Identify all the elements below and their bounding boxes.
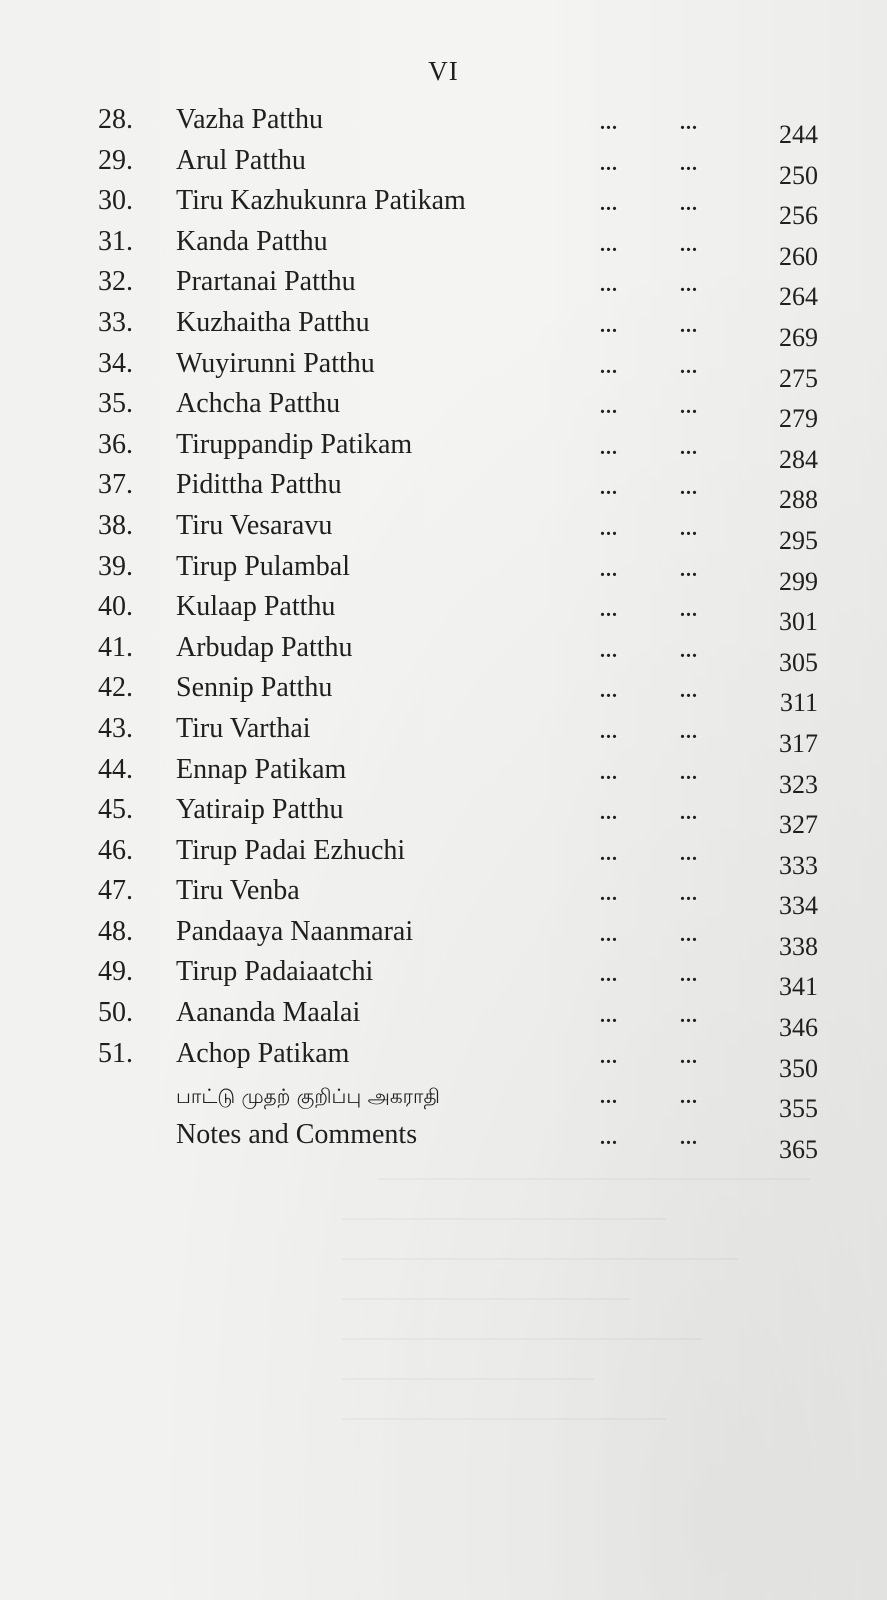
entry-page: 244 (779, 120, 818, 149)
leader-dots: ... (680, 1045, 698, 1068)
entry-number: 44. (98, 753, 133, 785)
leader-dots: ... (680, 396, 698, 419)
leader-dots: ... (680, 274, 698, 297)
entry-title: Pandaaya Naanmarai (176, 915, 414, 947)
entry-number: 51. (98, 1037, 133, 1069)
leader-dots: ... (600, 639, 618, 662)
entry-page: 305 (779, 647, 818, 677)
leader-dots: ... (600, 720, 618, 743)
toc-row (90, 384, 830, 434)
entry-number: 42. (98, 672, 133, 704)
entry-number: 41. (98, 631, 133, 663)
toc-row (90, 141, 830, 190)
entry-page: 365 (779, 1134, 818, 1164)
leader-dots: ... (680, 802, 698, 825)
entry-title: Tiruppandip Patikam (176, 428, 413, 460)
entry-title: Notes and Comments (176, 1118, 418, 1150)
entry-title: Tirup Pulambal (176, 550, 350, 582)
entry-number: 30. (98, 185, 133, 217)
entry-title: Kulaap Patthu (176, 591, 336, 623)
entry-title: Tiru Vesaravu (176, 509, 333, 541)
entry-page: 288 (779, 485, 818, 515)
entry-title: Ennap Patikam (176, 753, 347, 785)
entry-number: 40. (98, 591, 133, 623)
leader-dots: ... (600, 964, 618, 987)
entry-number: 29. (98, 144, 133, 176)
leader-dots: ... (600, 923, 618, 946)
entry-number: 33. (98, 306, 133, 338)
leader-dots: ... (680, 639, 698, 662)
leader-dots: ... (680, 883, 698, 906)
entry-title: Tiru Varthai (176, 712, 311, 744)
table-of-contents (90, 100, 830, 1180)
leader-dots: ... (680, 599, 698, 622)
entry-page: 279 (779, 404, 818, 434)
entry-title: Wuyirunni Patthu (176, 347, 375, 379)
leader-dots: ... (600, 193, 618, 216)
leader-dots: ... (600, 802, 618, 825)
leader-dots: ... (680, 314, 698, 337)
toc-row (90, 952, 830, 1002)
entry-page: 250 (779, 160, 818, 190)
leader-dots: ... (680, 1005, 698, 1028)
leader-dots: ... (680, 1126, 698, 1149)
entry-page: 334 (779, 891, 818, 921)
leader-dots: ... (600, 477, 618, 500)
entry-number: 31. (98, 225, 133, 257)
toc-row (90, 628, 830, 677)
entry-title: Prartanai Patthu (176, 266, 356, 298)
entry-page: 275 (779, 363, 818, 393)
leader-dots: ... (680, 233, 698, 256)
entry-title: Achcha Patthu (176, 388, 341, 420)
leader-dots: ... (680, 1086, 698, 1109)
leader-dots: ... (600, 112, 618, 134)
leader-dots: ... (680, 558, 698, 581)
leader-dots: ... (600, 355, 618, 378)
entry-page: 355 (779, 1094, 818, 1124)
entry-page: 260 (779, 241, 818, 271)
entry-number: 39. (98, 550, 133, 582)
toc-row (90, 100, 830, 149)
entry-title: Tirup Padai Ezhuchi (176, 834, 406, 866)
entry-page: 284 (779, 444, 818, 474)
toc-row (90, 344, 830, 393)
toc-row (90, 262, 830, 312)
entry-title: Arbudap Patthu (176, 631, 353, 663)
leader-dots: ... (600, 1005, 618, 1028)
entry-title: Tiru Kazhukunra Patikam (176, 185, 466, 217)
leader-dots: ... (680, 477, 698, 500)
toc-row (90, 222, 830, 271)
entry-page: 264 (779, 282, 818, 312)
leader-dots: ... (680, 964, 698, 987)
toc-row (90, 993, 830, 1043)
toc-row (90, 709, 830, 758)
toc-row (90, 547, 830, 596)
toc-row (90, 790, 830, 840)
leader-dots: ... (680, 842, 698, 865)
leader-dots: ... (600, 517, 618, 540)
entry-number: 37. (98, 469, 133, 501)
entry-title: Vazha Patthu (176, 104, 323, 135)
entry-number: 43. (98, 712, 133, 744)
leader-dots: ... (680, 193, 698, 216)
leader-dots: ... (600, 842, 618, 865)
entry-title: Aananda Maalai (176, 997, 361, 1029)
entry-title: பாட்டு முதற் குறிப்பு அகராதி (176, 1084, 440, 1109)
toc-row (90, 303, 830, 352)
toc-row (90, 668, 830, 718)
toc-row (90, 1074, 830, 1124)
leader-dots: ... (600, 883, 618, 906)
entry-title: Kuzhaitha Patthu (176, 306, 370, 338)
toc-row (90, 506, 830, 555)
leader-dots: ... (680, 112, 698, 134)
leader-dots: ... (680, 517, 698, 540)
leader-dots: ... (680, 720, 698, 743)
entry-number: 49. (98, 956, 133, 988)
entry-page: 338 (779, 931, 818, 961)
entry-title: Kanda Patthu (176, 225, 328, 257)
entry-number: 46. (98, 834, 133, 866)
toc-row (90, 1034, 830, 1083)
leader-dots: ... (600, 1086, 618, 1109)
leader-dots: ... (600, 233, 618, 256)
toc-row (90, 425, 830, 474)
page-number-roman: VI (428, 56, 459, 86)
entry-number: 38. (98, 509, 133, 541)
leader-dots: ... (600, 558, 618, 581)
entry-title: Arul Patthu (176, 144, 306, 176)
leader-dots: ... (680, 761, 698, 784)
entry-page: 295 (779, 525, 818, 555)
leader-dots: ... (600, 396, 618, 419)
entry-page: 346 (779, 1013, 818, 1043)
leader-dots: ... (680, 436, 698, 459)
entry-number: 45. (98, 794, 133, 826)
entry-page: 311 (779, 688, 818, 718)
leader-dots: ... (600, 436, 618, 459)
entry-page: 256 (779, 201, 818, 231)
toc-row (90, 587, 830, 637)
leader-dots: ... (600, 314, 618, 337)
leader-dots: ... (600, 1126, 618, 1149)
entry-title: Tirup Padaiaatchi (176, 956, 374, 988)
entry-number: 34. (98, 347, 133, 379)
entry-number: 50. (98, 997, 133, 1029)
entry-page: 301 (779, 607, 818, 637)
entry-page: 299 (779, 566, 818, 596)
toc-row (90, 750, 830, 799)
toc-row (90, 831, 830, 880)
entry-number: 35. (98, 388, 133, 420)
entry-title: Yatiraip Patthu (176, 794, 344, 826)
toc-row (90, 912, 830, 961)
leader-dots: ... (600, 680, 618, 703)
entry-page: 327 (779, 810, 818, 840)
entry-number: 47. (98, 875, 133, 907)
toc-row (90, 181, 830, 231)
leader-dots: ... (600, 152, 618, 175)
entry-title: Sennip Patthu (176, 672, 333, 704)
entry-title: Pidittha Patthu (176, 469, 342, 501)
entry-page: 350 (779, 1053, 818, 1083)
entry-title: Achop Patikam (176, 1037, 350, 1069)
leader-dots: ... (680, 355, 698, 378)
leader-dots: ... (680, 923, 698, 946)
entry-page: 317 (779, 728, 818, 758)
entry-page: 341 (779, 972, 818, 1002)
show-through-texture (90, 1140, 810, 1420)
leader-dots: ... (600, 599, 618, 622)
leader-dots: ... (680, 680, 698, 703)
entry-title: Tiru Venba (176, 875, 300, 907)
leader-dots: ... (600, 274, 618, 297)
entry-number: 36. (98, 428, 133, 460)
entry-page: 323 (779, 769, 818, 799)
leader-dots: ... (600, 1045, 618, 1068)
toc-row (90, 871, 830, 921)
toc-row (90, 465, 830, 515)
entry-number: 48. (98, 915, 133, 947)
entry-number: 32. (98, 266, 133, 298)
entry-page: 269 (779, 322, 818, 352)
entry-page: 333 (779, 850, 818, 880)
leader-dots: ... (680, 152, 698, 175)
entry-number: 28. (98, 104, 133, 135)
leader-dots: ... (600, 761, 618, 784)
